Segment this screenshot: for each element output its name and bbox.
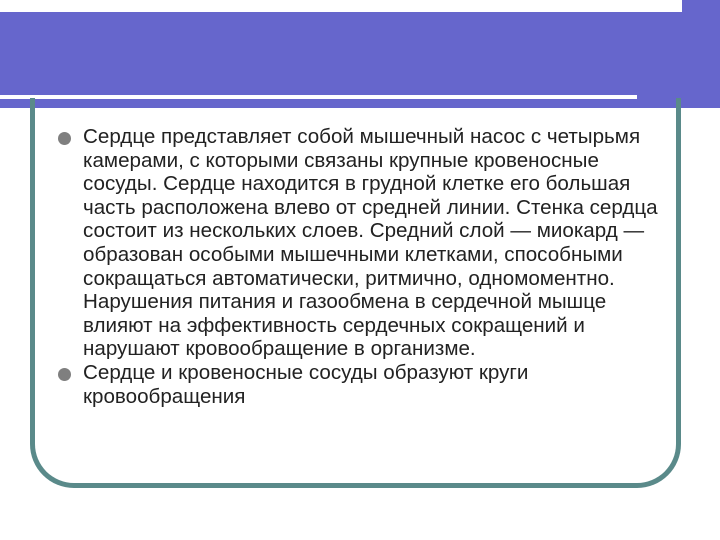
bullet-list [58,125,668,408]
bullet-text: Сердце и кровеносные сосуды образуют круги кровообращения [83,360,529,408]
bullet-item [58,125,668,361]
bullet-dot-icon [58,132,71,145]
slide-header-band [0,0,720,108]
bullet-item [58,361,668,408]
header-top-strip [0,0,682,12]
bullet-dot-icon [58,368,71,381]
bullet-text: Сердце представляет собой мышечный насос с четырьмя камерами, с которыми связаны крупные кровеносные сосуды. Сердце находится в грудной клетке его большая часть расположена влево от средней линии. Стенка сердца состоит из нескольких слоев. Средний слой — миокард — образован особыми мышечными клетками, способными сокращаться автоматически, ритмично, одномоментно. Нарушения питания и газообмена в сердечной мышце влияют на эффективность сердечных сокращений и нарушают кровообращение в организме. [83,125,658,361]
